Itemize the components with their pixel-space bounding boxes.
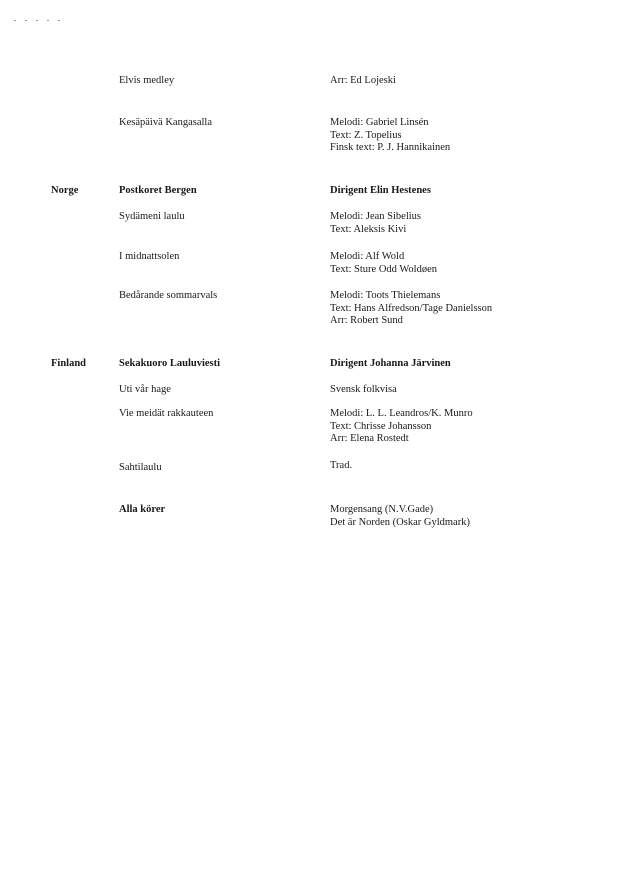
program-item-title: I midnattsolen	[119, 251, 180, 262]
program-item-credits	[330, 408, 473, 446]
credit-line: Det är Norden (Oskar Gyldmark)	[330, 516, 470, 528]
conductor-name: Dirigent Johanna Järvinen	[330, 358, 451, 369]
credit-line: Text: Chrisse Johansson	[330, 420, 432, 432]
credit-line: Melodi: Toots Thielemans	[330, 290, 441, 301]
choir-name: Alla körer	[119, 504, 166, 515]
credit-line: Morgensang (N.V.Gade)	[330, 504, 434, 515]
program-item-title: Kesäpäivä Kangasalla	[119, 117, 212, 128]
credit-line: Text: Hans Alfredson/Tage Danielsson	[330, 302, 493, 314]
country-label: Norge	[51, 185, 79, 196]
program-item-credits	[330, 75, 396, 88]
program-item-title: Vie meidät rakkauteen	[119, 408, 214, 419]
credit-line: Arr: Ed Lojeski	[330, 75, 396, 86]
credit-line: Text: Aleksis Kivi	[330, 223, 407, 235]
program-item-title: Sydämeni laulu	[119, 211, 185, 222]
conductor-name: Dirigent Elin Hestenes	[330, 185, 431, 196]
choir-name: Sekakuoro Lauluviesti	[119, 358, 221, 369]
program-item-title: Sahtilaulu	[119, 462, 162, 473]
credit-line: Text: Z. Topelius	[330, 129, 402, 141]
credit-line: Finsk text: P. J. Hannikainen	[330, 142, 451, 153]
country-label: Finland	[51, 358, 87, 369]
credit-line: Melodi: Gabriel Linsén	[330, 117, 429, 128]
credit-line: Melodi: Jean Sibelius	[330, 211, 421, 222]
choir-name: Postkoret Bergen	[119, 185, 197, 196]
credit-line: Melodi: Alf Wold	[330, 251, 405, 262]
program-item-credits	[330, 504, 470, 529]
program-item-credits	[330, 384, 397, 397]
program-item-credits	[330, 460, 352, 473]
program-item-credits	[330, 117, 450, 155]
program-item-title: Uti vår hage	[119, 384, 171, 395]
program-item-credits	[330, 211, 421, 236]
credit-line: Arr: Robert Sund	[330, 315, 403, 326]
credit-line: Svensk folkvisa	[330, 384, 397, 395]
scan-specks	[14, 20, 60, 21]
credit-line: Arr: Elena Rostedt	[330, 433, 409, 444]
credit-line: Melodi: L. L. Leandros/K. Munro	[330, 408, 473, 419]
credit-line: Text: Sture Odd Woldøen	[330, 263, 438, 275]
program-item-credits	[330, 290, 492, 328]
credit-line: Trad.	[330, 460, 353, 471]
program-item-credits	[330, 251, 437, 276]
program-item-title: Elvis medley	[119, 75, 175, 86]
program-item-title: Bedårande sommarvals	[119, 290, 218, 301]
